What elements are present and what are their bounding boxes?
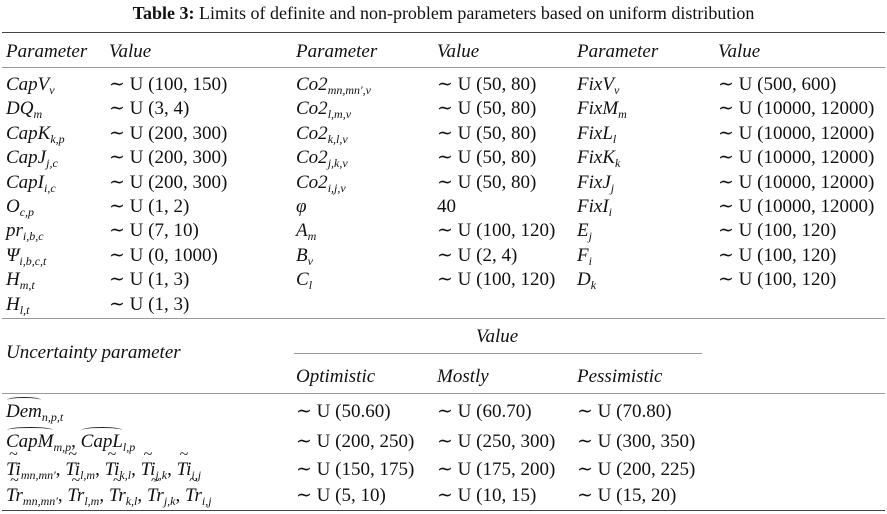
parameter-value: ∼ U (50, 80) [437,122,537,144]
parameter-value: ∼ U (7, 10) [109,220,199,242]
tilde-symbol: ~ Ti [177,458,192,481]
symbol-base: FixL [577,122,613,144]
symbol-subscript: k [590,278,597,293]
cap-separator: , [71,431,81,452]
symbol-subscript: l,t [19,302,30,317]
caption-text: Limits of definite and non-problem parameters based on uniform distribution [198,3,755,23]
parameter-symbol [296,73,371,96]
table-caption [0,2,887,24]
parameter-symbol [577,244,592,267]
symbol-subscript: m [33,107,43,122]
uncertainty-value-pess: ∼ U (15, 20) [577,485,677,506]
symbol-base: O [6,196,20,217]
value-subrule [294,353,702,354]
symbol-base: H [6,269,20,291]
parameter-value: ∼ U (10000, 12000) [718,98,875,120]
separator: , [167,459,177,480]
parameter-value: ∼ U (1, 2) [109,196,190,217]
symbol-subscript: j,c [46,156,58,171]
symbol-base: Co2 [296,171,328,193]
parameter-value: ∼ U (100, 120) [718,269,837,291]
bottom-rule [2,510,885,511]
parameter-symbol [296,97,351,120]
parameter-symbol [6,97,42,120]
symbol-base: H [6,293,20,315]
parameter-symbol [6,268,35,291]
parameter-symbol [6,171,56,194]
parameter-symbol [296,146,348,169]
parameter-value: ∼ U (200, 300) [109,122,228,144]
parameter-symbol [577,219,592,242]
symbol-base: FixK [577,147,615,169]
parameter-symbol [577,97,627,120]
uncertainty-row-ti [6,458,201,481]
uncertainty-value-opt: ∼ U (50.60) [296,401,391,422]
dem-subscript: n,p,t [41,410,64,424]
symbol-subscript: j [588,229,592,244]
tilde-subscript: mn,mn′ [20,468,56,482]
symbol-base: Co2 [296,147,328,169]
symbol-subscript: i [588,253,592,268]
parameter-value: ∼ U (200, 300) [109,147,228,169]
uncertainty-value-pess: ∼ U (70.80) [577,401,672,422]
symbol-subscript: i,j,v [327,180,346,195]
parameter-value: ∼ U (50, 80) [437,74,537,95]
separator: , [55,459,66,480]
tilde-symbol: ~ Tr [109,484,126,507]
parameter-symbol [6,244,46,267]
tilde-subscript: i,j [201,494,212,508]
tilde-symbol: ~ Ti [65,458,80,481]
header-value-2: Value [437,41,480,62]
uncertainty-value-most: ∼ U (250, 300) [437,431,556,452]
parameter-value: ∼ U (10000, 12000) [718,147,875,169]
tilde-symbol: ~ Tr [6,484,23,507]
tilde-symbol: ~ Ti [105,458,120,481]
parameter-symbol [577,122,616,145]
header-value-3: Value [718,41,761,62]
header-value-1: Value [109,41,152,62]
capm-symbol: CapM [6,431,54,452]
parameter-symbol [577,146,620,169]
parameter-value: ∼ U (100, 120) [718,244,837,266]
caption-label: Table 3: [132,3,195,23]
header-uncertainty-parameter: Uncertainty parameter [6,342,181,363]
parameter-symbol [6,219,44,242]
uncertainty-value-opt: ∼ U (5, 10) [296,485,386,506]
parameter-symbol [296,122,348,145]
uncertainty-row-dem [6,400,63,423]
parameter-symbol [296,195,307,218]
parameter-value: ∼ U (100, 120) [437,269,556,291]
middle-rule [2,318,885,319]
parameter-value: ∼ U (100, 150) [109,74,228,95]
symbol-subscript: i,c [44,180,56,195]
header-rule [2,67,885,68]
symbol-subscript: i [608,205,612,219]
symbol-subscript: l,m,v [327,107,352,122]
parameter-symbol [577,195,612,218]
uncertainty-row-tr [6,484,212,507]
parameter-symbol [6,195,34,218]
symbol-base: pr [6,220,23,242]
parameter-value: ∼ U (3, 4) [109,98,190,120]
symbol-subscript: k,l,v [327,131,348,146]
symbol-base: DQ [6,98,34,120]
symbol-base: CapI [6,171,44,193]
symbol-subscript: j,k,v [327,156,348,171]
header-parameter-2: Parameter [296,41,378,62]
tilde-subscript: l,m [80,468,96,482]
tilde-subscript: l,m [84,494,100,508]
capl-symbol: CapL [80,431,123,452]
symbol-base: CapJ [6,147,47,169]
parameter-value: ∼ U (10000, 12000) [718,122,875,144]
symbol-subscript: mn,mn′,v [327,83,371,97]
symbol-subscript: v [49,83,55,97]
parameter-symbol [296,219,316,242]
symbol-base: Co2 [296,98,328,120]
symbol-base: Co2 [296,122,328,144]
symbol-subscript: l [308,278,313,293]
parameter-value: ∼ U (50, 80) [437,171,537,193]
parameter-symbol [296,268,312,291]
tilde-symbol: ~ Tr [67,484,84,507]
symbol-subscript: c,p [19,205,35,219]
header-parameter-3: Parameter [577,41,659,62]
separator: , [95,459,105,480]
symbol-base: E [577,220,589,242]
symbol-base: F [577,244,589,266]
symbol-base: FixJ [577,171,611,193]
parameter-value: ∼ U (500, 600) [718,74,837,95]
parameter-value: 40 [437,196,456,217]
header-parameter-1: Parameter [6,41,88,62]
parameter-value: ∼ U (0, 1000) [109,244,218,266]
dem-symbol: Dem [6,401,42,422]
header-optimistic: Optimistic [296,366,376,387]
uncertainty-header-rule [2,393,885,394]
parameter-symbol [6,293,29,316]
header-pessimistic: Pessimistic [577,366,663,387]
parameter-symbol [296,171,346,194]
uncertainty-value-pess: ∼ U (300, 350) [577,431,696,452]
tilde-symbol: ~ Ti [141,458,156,481]
symbol-base: C [296,269,309,291]
uncertainty-value-pess: ∼ U (200, 225) [577,459,696,480]
separator: , [99,485,109,506]
tilde-symbol: ~ Tr [185,484,202,507]
uncertainty-value-most: ∼ U (10, 15) [437,485,537,506]
parameter-value: ∼ U (10000, 12000) [718,171,875,193]
parameter-value: ∼ U (50, 80) [437,98,537,120]
symbol-base: FixI [577,196,609,217]
symbol-subscript: m [618,107,627,122]
parameter-value: ∼ U (50, 80) [437,147,537,169]
header-mostly: Mostly [437,366,489,387]
tilde-symbol: ~ Ti [6,458,21,481]
symbol-subscript: m [307,229,317,244]
tilde-subscript: k,l [119,468,132,482]
uncertainty-value-most: ∼ U (175, 200) [437,459,556,480]
parameter-symbol [577,268,596,291]
tilde-subscript: i,j [191,468,202,482]
separator: , [175,485,185,506]
symbol-subscript: m,t [19,278,35,293]
symbol-subscript: k,p [50,131,65,146]
separator: , [137,485,147,506]
parameter-value: ∼ U (1, 3) [109,293,190,315]
capl-subscript: l,p [122,440,136,454]
symbol-subscript: i,b,c,t [19,253,47,268]
symbol-base: B [296,244,308,266]
parameter-symbol [577,171,614,194]
tilde-subscript: j,k [155,468,168,482]
uncertainty-value-most: ∼ U (60.70) [437,401,532,422]
parameter-value: ∼ U (100, 120) [437,220,556,242]
parameter-symbol [6,73,55,96]
header-uncertainty-value: Value [476,326,519,347]
parameter-symbol [6,146,58,169]
symbol-base: CapK [6,122,51,144]
uncertainty-value-opt: ∼ U (200, 250) [296,431,415,452]
parameter-value: ∼ U (200, 300) [109,171,228,193]
symbol-subscript: j [610,180,615,195]
parameter-symbol [577,73,619,96]
parameter-value: ∼ U (10000, 12000) [718,196,875,217]
tilde-subscript: j,k [163,494,176,508]
symbol-subscript: v [307,253,313,268]
symbol-base: FixM [577,98,619,120]
symbol-base: Ψ [6,244,20,266]
symbol-subscript: l [612,131,617,146]
symbol-base: Co2 [296,74,328,95]
parameter-value: ∼ U (100, 120) [718,220,837,242]
symbol-base: A [296,220,308,242]
symbol-base: CapV [6,74,50,95]
symbol-base: φ [296,196,307,217]
symbol-base: D [577,269,591,291]
parameter-symbol [6,122,65,145]
tilde-subscript: k,l [125,494,138,508]
symbol-subscript: v [613,83,620,97]
symbol-subscript: i,b,c [22,229,44,244]
symbol-subscript: k [615,156,621,171]
tilde-symbol: ~ Tr [147,484,164,507]
separator: , [57,485,68,506]
capm-subscript: m,p [53,440,72,454]
parameter-symbol [296,244,313,267]
parameter-value: ∼ U (2, 4) [437,244,518,266]
uncertainty-value-opt: ∼ U (150, 175) [296,459,415,480]
symbol-base: FixV [577,74,614,95]
top-rule [2,32,885,33]
parameter-value: ∼ U (1, 3) [109,269,190,291]
tilde-subscript: mn,mn′ [22,494,58,508]
separator: , [131,459,141,480]
